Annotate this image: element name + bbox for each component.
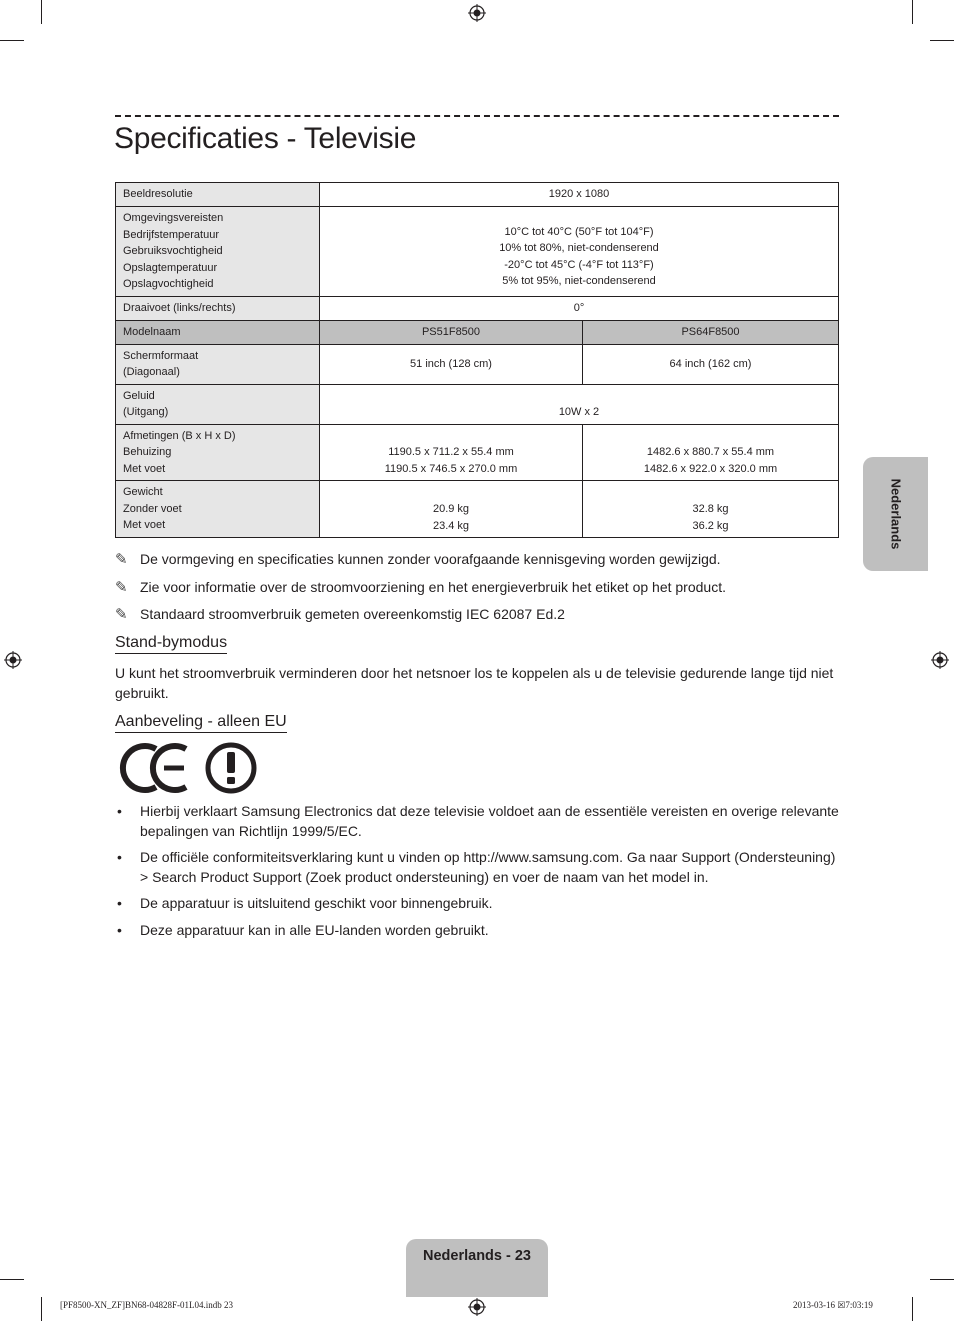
crop-mark [930, 40, 954, 41]
registration-mark-icon [468, 1298, 486, 1316]
title-divider [115, 115, 839, 117]
value-line: 36.2 kg [692, 519, 729, 532]
model-a: PS51F8500 [320, 320, 583, 344]
row-value [320, 481, 583, 538]
label-line: Zonder voet [123, 502, 182, 515]
list-item-text: De apparatuur is uitsluitend geschikt voor binnengebruik. [140, 895, 493, 911]
list-item [115, 894, 839, 914]
pencil-icon: ✎ [115, 578, 128, 596]
label-line: Opslagvochtigheid [123, 278, 214, 290]
row-value [320, 424, 583, 481]
standby-heading: Stand-bymodus [115, 634, 227, 654]
row-value [583, 424, 839, 481]
value-line: 32.8 kg [692, 503, 729, 515]
note-item [115, 549, 839, 577]
table-row [116, 320, 839, 344]
registration-mark-icon [468, 4, 486, 22]
crop-mark [0, 40, 24, 41]
value-line: 1190.5 x 746.5 x 270.0 mm [384, 462, 518, 475]
row-label [116, 384, 320, 424]
label-line: Omgevingsvereisten [123, 212, 224, 224]
value-line: 1190.5 x 711.2 x 55.4 mm [388, 446, 514, 458]
label-line: (Uitgang) [123, 406, 169, 418]
value-line: -20°C tot 45°C (-4°F tot 113°F) [504, 258, 654, 271]
row-value: 64 inch (162 cm) [583, 344, 839, 384]
value-line: 23.4 kg [432, 519, 470, 532]
label-line: (Diagonaal) [123, 366, 180, 378]
recommendation-list [115, 802, 839, 947]
row-label: Draaivoet (links/rechts) [116, 296, 320, 320]
list-item-text: Hierbij verklaart Samsung Electronics dat deze televisie voldoet aan de essentiële vereisten en overige relevante bepalingen van Richtlijn 1999/5/EC. [140, 803, 839, 839]
page-number-tab [406, 1239, 548, 1297]
page-number-label: Nederlands - 23 [423, 1248, 531, 1264]
bullet-icon: • [117, 895, 122, 911]
model-b: PS64F8500 [583, 320, 839, 344]
row-label [116, 424, 320, 481]
ce-alert-marks-icon [114, 740, 264, 796]
row-value: 1920 x 1080 [320, 183, 839, 207]
label-line: Bedrijfstemperatuur [123, 228, 219, 241]
note-text: Standaard stroomverbruik gemeten overeenkomstig IEC 62087 Ed.2 [140, 606, 565, 622]
label-line: Afmetingen (B x H x D) [123, 429, 236, 442]
value-line: 1482.6 x 880.7 x 55.4 mm [646, 446, 775, 458]
crop-mark [930, 1279, 954, 1280]
row-label: Modelnaam [116, 320, 320, 344]
row-label: Beeldresolutie [116, 183, 320, 207]
registration-mark-icon [4, 651, 22, 669]
note-item [115, 577, 839, 605]
row-value: 10W x 2 [320, 384, 839, 424]
pencil-icon: ✎ [115, 606, 128, 623]
label-line: Behuizing [123, 446, 172, 458]
label-line: Opslagtemperatuur [123, 261, 218, 274]
table-row [116, 344, 839, 384]
table-row [116, 207, 839, 297]
row-value [320, 207, 839, 297]
value-line: 10% tot 80%, niet-condenserend [499, 242, 659, 255]
list-item-text: De officiële conformiteitsverklaring kunt u vinden op http://www.samsung.com. Ga naar Support (Ondersteuning) > Search Product Support (Zoek product ondersteuning) en voer de naam van het model in. [140, 849, 836, 885]
recommendation-heading: Aanbeveling - alleen EU [115, 713, 287, 733]
crop-mark [41, 1297, 42, 1321]
note-text: Zie voor informatie over de stroomvoorziening en het energieverbruik het etiket op het product. [140, 578, 726, 595]
pencil-icon: ✎ [115, 551, 128, 568]
crop-mark [912, 0, 913, 24]
notes-list [115, 549, 839, 632]
table-row [116, 481, 839, 538]
list-item [115, 848, 839, 887]
value-line: 20.9 kg [432, 503, 470, 515]
row-value [583, 481, 839, 538]
list-item [115, 921, 839, 941]
row-label [116, 481, 320, 538]
table-row [116, 384, 839, 424]
list-item-text: Deze apparatuur kan in alle EU-landen worden gebruikt. [140, 921, 489, 938]
bullet-icon: • [117, 849, 122, 865]
label-line: Met voet [123, 519, 166, 532]
list-item [115, 802, 839, 841]
side-tab-label: Nederlands [888, 478, 903, 550]
crop-mark [0, 1279, 24, 1280]
label-line: Schermformaat [123, 349, 199, 362]
footer-file-info: [PF8500-XN_ZF]BN68-04828F-01L04.indb 23 [60, 1300, 234, 1310]
crop-mark [41, 0, 42, 24]
crop-mark [912, 1297, 913, 1321]
note-item [115, 604, 839, 632]
value-line: 5% tot 95%, niet-condenserend [502, 275, 656, 288]
table-row [116, 183, 839, 207]
value-line: 1482.6 x 922.0 x 320.0 mm [643, 462, 778, 475]
label-line: Met voet [123, 462, 166, 475]
footer-timestamp: 2013-03-16 ☒7:03:19 [793, 1300, 873, 1310]
spec-table [115, 182, 839, 538]
standby-text: U kunt het stroomverbruik verminderen door het netsnoer los te koppelen als u de televisie gedurende lange tijd niet gebruikt. [115, 665, 834, 701]
language-side-tab [863, 457, 928, 571]
row-label [116, 207, 320, 297]
table-row [116, 296, 839, 320]
row-value: 0° [320, 296, 839, 320]
row-value: 51 inch (128 cm) [320, 344, 583, 384]
label-line: Gebruiksvochtigheid [123, 245, 223, 257]
label-line: Gewicht [123, 486, 163, 499]
value-line: 10°C tot 40°C (50°F tot 104°F) [504, 225, 654, 238]
table-row [116, 424, 839, 481]
bullet-icon: • [117, 921, 122, 938]
label-line: Geluid [123, 389, 155, 402]
registration-mark-icon [931, 651, 949, 669]
note-text: De vormgeving en specificaties kunnen zonder voorafgaande kennisgeving worden gewijzigd. [140, 551, 721, 567]
page-title: Specificaties - Televisie [114, 122, 417, 155]
bullet-icon: • [117, 803, 122, 819]
row-label [116, 344, 320, 384]
